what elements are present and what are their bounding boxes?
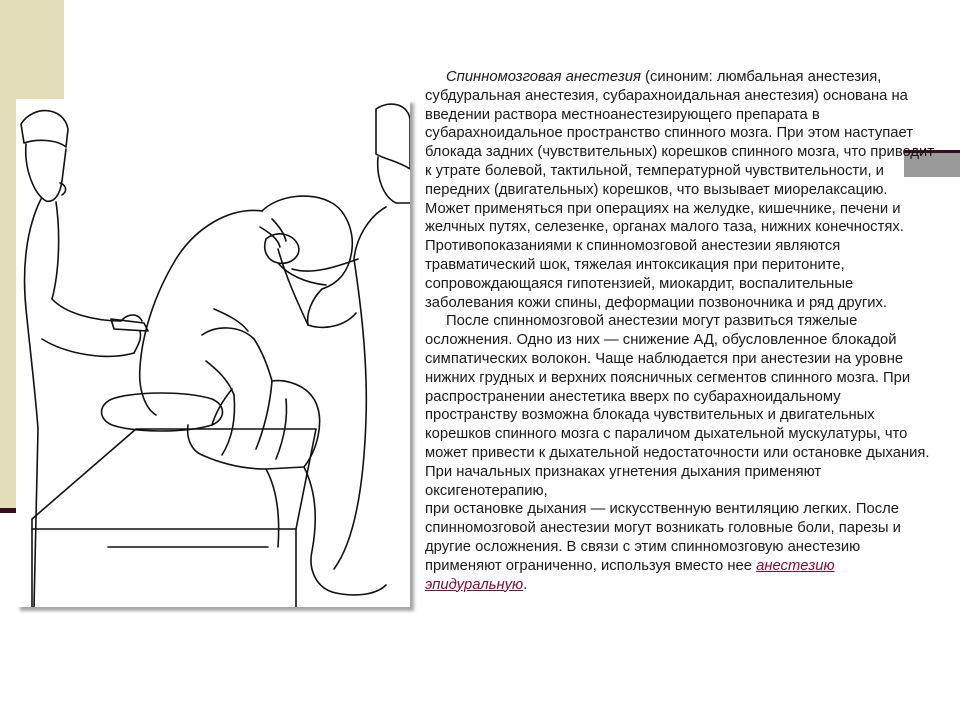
operating-table — [32, 429, 316, 529]
left-figure-head — [26, 144, 66, 201]
paragraph-conclusion-end: . — [523, 576, 528, 593]
right-figure-body — [334, 207, 386, 569]
patient-legs — [304, 467, 386, 595]
right-figure-cap — [376, 104, 410, 169]
paragraph-complications: После спинномозговой анестезии могут развиться тяжелые осложнения. Одно из них — снижение АД, обусловленное блокадой симпатических волокон. Чаще наблюдается при анестезии на уровне нижних грудных и верхних поясничных сегментов спинного мозга. При распространении анестетика вверх по субарахноидальному пространству возможна блокада чувствительных и двигательных корешков спинного мозга с параличом дыхательной мускулатуры, что может привести к дыхательной недостаточности или остановке дыхания. При начальных признаках угнетения дыхания применяют оксигенотерапию, — [425, 313, 930, 499]
paragraph-conclusion-text: при остановке дыхания — искусственную вентиляцию легких. После спинномозговой анестезии могут возникать головные боли, парезы и другие осложнения. В связи с этим спинномозговую анестезию применяют ограниченно, используя вместо нее — [425, 501, 901, 574]
paragraph-definition-text: (синоним: люмбальная анестезия, субдуральная анестезия, субарахноидальная анестезия) основана на введении раствора местноанестезирующего препарата в субарахноидальное пространство спинного мозга. При этом наступает блокада задних (чувствительных) корешков спинного мозга, что приводит к утрате болевой, тактильной, температурной чувствительности, и передних (двигательных) корешков, что вызывает миорелаксацию. Может применяться при операциях на желудке, кишечнике, печени и желчных путях, селезенке, органах малого таза, нижних конечностях. Противопоказаниями к спинномозговой анестезии являются травматический шок, тяжелая интоксикация при перитоните, сопровождающаяся гипотензией, миокардит, воспалительные заболевания кожи спины, деформации позвоночника и ряд других. — [425, 69, 935, 311]
paragraph-definition — [425, 68, 935, 312]
left-figure-cap — [21, 111, 68, 147]
patient-back — [140, 210, 262, 415]
helper-hand — [265, 234, 299, 263]
right-figure-head — [378, 157, 410, 203]
epidural-anesthesia-link[interactable]: анестезию эпидуральную — [425, 557, 835, 593]
patient-head — [262, 196, 352, 289]
term-title: Спинномозговая анестезия — [446, 69, 641, 85]
spinal-anesthesia-illustration — [16, 99, 410, 607]
paragraph-conclusion — [425, 500, 935, 594]
stool-seat — [102, 393, 223, 431]
article-text — [425, 68, 935, 594]
